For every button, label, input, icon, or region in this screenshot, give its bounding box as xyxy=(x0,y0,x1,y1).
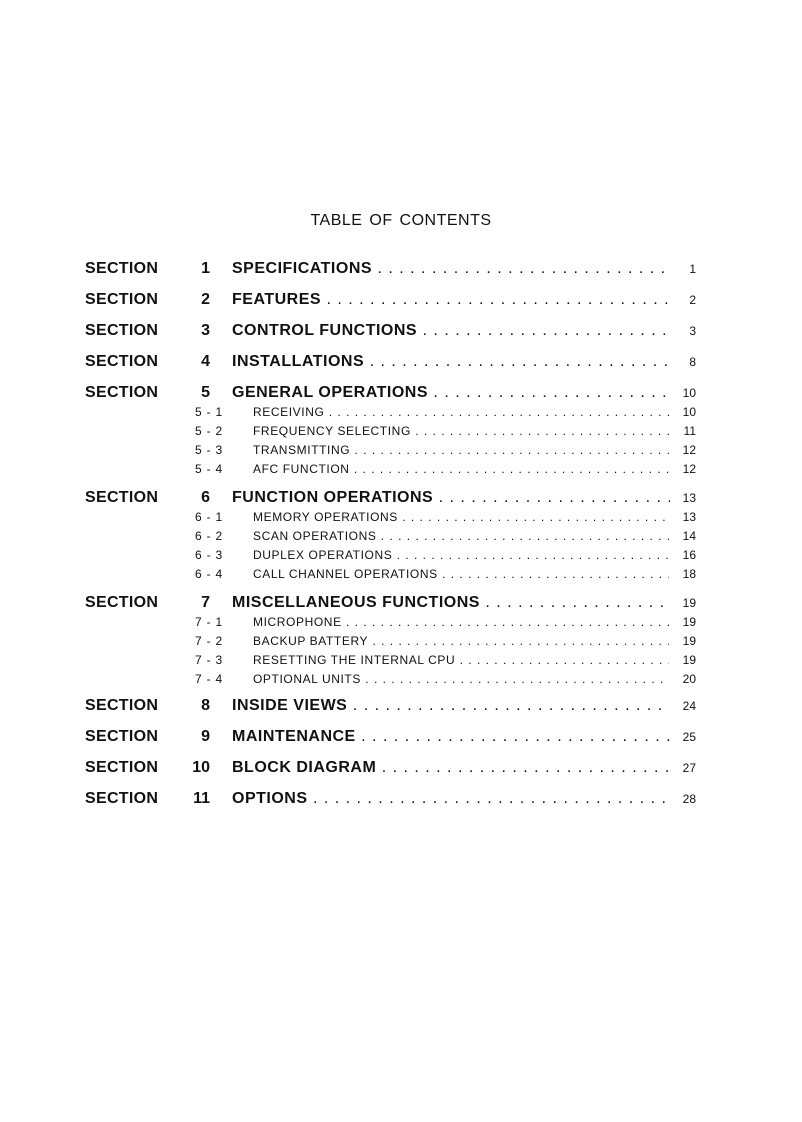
toc-subsection-row[interactable] xyxy=(0,633,802,653)
section-title: GENERAL OPERATIONS . . . xyxy=(232,383,670,403)
subsection-number: 5 - 1 xyxy=(195,405,224,419)
subsection-title: SCAN OPERATIONS . . . xyxy=(253,528,669,544)
section-title: MAINTENANCE . . . xyxy=(232,727,670,747)
toc-section-row[interactable] xyxy=(0,383,802,403)
toc-section-row[interactable] xyxy=(0,259,802,279)
toc-section-row[interactable] xyxy=(0,696,802,716)
toc-section-row[interactable] xyxy=(0,758,802,778)
toc-subsection-row[interactable] xyxy=(0,528,802,548)
subsection-number: 6 - 3 xyxy=(195,548,224,562)
subsection-title: OPTIONAL UNITS . . . xyxy=(253,671,669,687)
toc-section-row[interactable] xyxy=(0,593,802,613)
toc-subsection-row[interactable] xyxy=(0,652,802,672)
section-page-number: 10 xyxy=(682,386,696,400)
section-number: 10 xyxy=(192,759,210,776)
subsection-page-number: 20 xyxy=(682,672,696,686)
section-label: SECTION xyxy=(85,790,159,807)
subsection-page-number: 13 xyxy=(682,510,696,524)
subsection-number: 7 - 3 xyxy=(195,653,224,667)
section-number: 9 xyxy=(201,728,210,745)
page-title: TABLE OF CONTENTS xyxy=(310,212,492,229)
subsection-title: FREQUENCY SELECTING . . . xyxy=(253,423,669,439)
subsection-title: TRANSMITTING . . . xyxy=(253,442,669,458)
section-page-number: 8 xyxy=(689,355,696,369)
subsection-title: MEMORY OPERATIONS . . . xyxy=(253,509,669,525)
section-page-number: 24 xyxy=(682,699,696,713)
subsection-page-number: 11 xyxy=(683,424,696,438)
section-label: SECTION xyxy=(85,353,159,370)
section-title: INSTALLATIONS . . . xyxy=(232,352,670,372)
toc-subsection-row[interactable] xyxy=(0,566,802,586)
section-page-number: 1 xyxy=(689,262,696,276)
section-number: 8 xyxy=(201,697,210,714)
toc-section-row[interactable] xyxy=(0,488,802,508)
subsection-page-number: 12 xyxy=(682,462,696,476)
toc-section-row[interactable] xyxy=(0,727,802,747)
section-label: SECTION xyxy=(85,489,159,506)
section-label: SECTION xyxy=(85,728,159,745)
section-page-number: 19 xyxy=(682,596,696,610)
section-number: 7 xyxy=(201,594,210,611)
toc-subsection-row[interactable] xyxy=(0,509,802,529)
section-number: 4 xyxy=(201,353,210,370)
section-number: 6 xyxy=(201,489,210,506)
section-label: SECTION xyxy=(85,291,159,308)
subsection-page-number: 12 xyxy=(682,443,696,457)
subsection-number: 5 - 2 xyxy=(195,424,224,438)
subsection-page-number: 16 xyxy=(682,548,696,562)
section-page-number: 2 xyxy=(689,293,696,307)
section-number: 1 xyxy=(201,260,210,277)
section-title: MISCELLANEOUS FUNCTIONS . . . xyxy=(232,593,670,613)
toc-subsection-row[interactable] xyxy=(0,442,802,462)
subsection-page-number: 14 xyxy=(682,529,696,543)
subsection-title: RESETTING THE INTERNAL CPU . . . xyxy=(253,652,669,668)
subsection-title: RECEIVING . . . xyxy=(253,404,669,420)
subsection-number: 6 - 4 xyxy=(195,567,224,581)
section-label: SECTION xyxy=(85,759,159,776)
toc-section-row[interactable] xyxy=(0,352,802,372)
section-title: SPECIFICATIONS . . . xyxy=(232,259,670,279)
subsection-title: DUPLEX OPERATIONS . . . xyxy=(253,547,669,563)
subsection-page-number: 10 xyxy=(682,405,696,419)
section-page-number: 25 xyxy=(682,730,696,744)
subsection-title: CALL CHANNEL OPERATIONS . . . xyxy=(253,566,669,582)
subsection-title: BACKUP BATTERY . . . xyxy=(253,633,669,649)
toc-section-row[interactable] xyxy=(0,789,802,809)
section-number: 11 xyxy=(193,790,210,807)
section-number: 3 xyxy=(201,322,210,339)
subsection-page-number: 19 xyxy=(682,634,696,648)
subsection-title: MICROPHONE . . . xyxy=(253,614,669,630)
subsection-title: AFC FUNCTION . . . xyxy=(253,461,669,477)
section-label: SECTION xyxy=(85,260,159,277)
toc-subsection-row[interactable] xyxy=(0,423,802,443)
toc-section-row[interactable] xyxy=(0,321,802,341)
section-label: SECTION xyxy=(85,697,159,714)
subsection-number: 5 - 3 xyxy=(195,443,224,457)
section-title: BLOCK DIAGRAM . . . xyxy=(232,758,670,778)
section-label: SECTION xyxy=(85,384,159,401)
section-page-number: 27 xyxy=(682,761,696,775)
subsection-number: 6 - 2 xyxy=(195,529,224,543)
section-title: FUNCTION OPERATIONS . . . xyxy=(232,488,670,508)
section-label: SECTION xyxy=(85,594,159,611)
section-label: SECTION xyxy=(85,322,159,339)
section-title: CONTROL FUNCTIONS . . . xyxy=(232,321,670,341)
subsection-page-number: 18 xyxy=(682,567,696,581)
toc-subsection-row[interactable] xyxy=(0,671,802,691)
subsection-number: 7 - 4 xyxy=(195,672,224,686)
section-page-number: 13 xyxy=(682,491,696,505)
subsection-number: 7 - 1 xyxy=(195,615,224,629)
toc-subsection-row[interactable] xyxy=(0,547,802,567)
subsection-page-number: 19 xyxy=(682,615,696,629)
section-number: 2 xyxy=(201,291,210,308)
section-page-number: 3 xyxy=(689,324,696,338)
toc-subsection-row[interactable] xyxy=(0,614,802,634)
section-title: FEATURES . . . xyxy=(232,290,670,310)
section-title: OPTIONS . . . xyxy=(232,789,670,809)
toc-section-row[interactable] xyxy=(0,290,802,310)
toc-subsection-row[interactable] xyxy=(0,461,802,481)
subsection-number: 5 - 4 xyxy=(195,462,224,476)
section-title: INSIDE VIEWS . . . xyxy=(232,696,670,716)
section-page-number: 28 xyxy=(682,792,696,806)
toc-subsection-row[interactable] xyxy=(0,404,802,424)
subsection-page-number: 19 xyxy=(682,653,696,667)
section-number: 5 xyxy=(201,384,210,401)
subsection-number: 7 - 2 xyxy=(195,634,224,648)
subsection-number: 6 - 1 xyxy=(195,510,224,524)
